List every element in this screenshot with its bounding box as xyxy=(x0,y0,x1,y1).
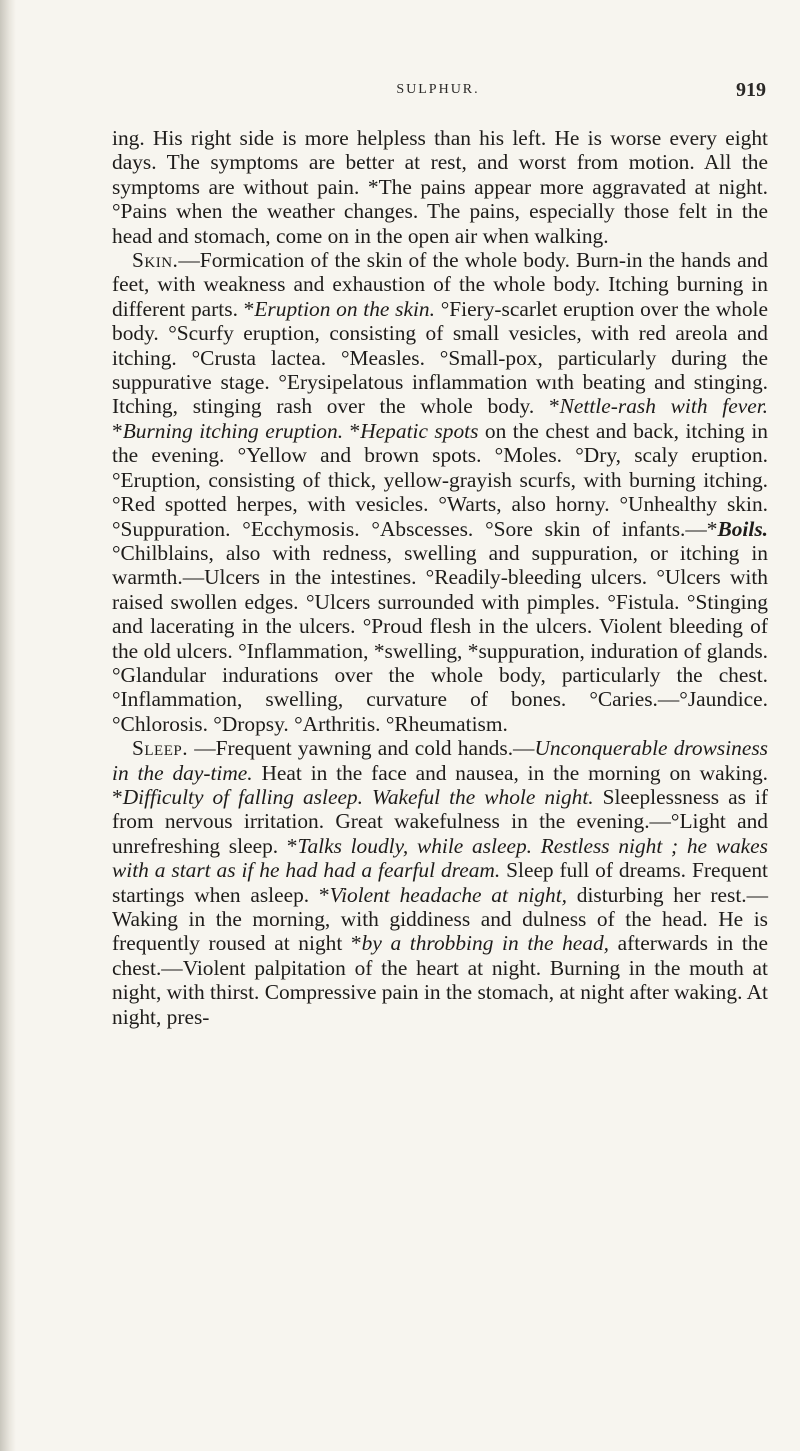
text-run: Sleep. xyxy=(132,736,189,761)
text-run: disturbing her rest.—Waking in the morning, with giddiness and dulness of the head. He is frequently roused at night * xyxy=(112,882,768,956)
text-run: by a throbbing in the head, xyxy=(361,931,610,956)
text-run: Difficulty of falling asleep. Wakeful the whole night. xyxy=(122,784,594,809)
text-run: ing. His right side is more helpless than his left. He is worse every eight days. The symptoms are better at rest, and worst from motion. All the symptoms are without pain. *The pains appear more aggravated at night. °Pains when the weather changes. The pains, especially those felt in the head and stomach, come on in the open air when walking. xyxy=(112,126,768,248)
text-run: °Fiery-scarlet eruption over the whole body. °Scurfy eruption, consisting of small vesicles, with red areola and itching. °Crusta lactea. °Measles. °Small-pox, particularly during the suppurative stage. °Erysipelatous inflammation wıth beating and stinging. Itching, stinging rash over the whole body. * xyxy=(112,296,768,419)
text-run: Burning itching eruption. xyxy=(122,418,344,443)
paragraph-continued xyxy=(112,126,768,248)
body-text xyxy=(112,126,768,1029)
text-run: Hepatic spots xyxy=(360,418,479,443)
text-run: Skin. xyxy=(132,248,179,273)
text-run: Unconquerable drowsiness in the day-time. xyxy=(112,736,768,785)
text-run: Boils. xyxy=(717,516,768,541)
text-run: Talks loudly, while asleep. Restless night ; he wakes with a start as if he had had a fearful dream. xyxy=(112,833,768,883)
text-run: * xyxy=(343,418,361,443)
paragraph-skin xyxy=(112,248,768,736)
text-run: Eruption on the skin. xyxy=(254,296,435,321)
text-run: —Frequent yawning and cold hands.— xyxy=(188,736,535,761)
text-run: °Chilblains, also with redness, swelling and suppuration, or itching in warmth.—Ulcers in the intestines. °Readily-bleeding ulcers. °Ulcers with raised swollen edges. °Ulcers surrounded with pimples. °Fistula. °Stinging and lacerating in the ulcers. °Proud flesh in the ulcers. Violent bleeding of the old ulcers. °Inflammation, *swelling, *suppuration, induration of glands. °Glandular indurations over the whole body, particularly the chest. °Inflammation, swelling, curvature of bones. °Caries.—°Jaundice. °Chlorosis. °Dropsy. °Arthritis. °Rheumatism. xyxy=(112,540,768,736)
text-run: Nettle-rash with fever. xyxy=(559,394,768,419)
text-run: Sleep full of dreams. Frequent startings when asleep. * xyxy=(112,858,768,907)
running-head xyxy=(110,79,766,106)
text-run: —Formication of the skin of the whole body. Burn-in the hands and feet, with weakness and exhaustion of the whole body. Itching burning in different parts. * xyxy=(112,248,768,321)
text-run: Sleeplessness as if from nervous irritation. Great wakefulness in the evening.—°Light and unrefreshing sleep. * xyxy=(112,784,768,858)
paragraph-sleep xyxy=(112,736,768,1029)
text-run: Violent headache at night, xyxy=(329,882,568,907)
text-run: * xyxy=(112,418,123,443)
text-run: on the chest and back, itching in the evening. °Yellow and brown spots. °Moles. °Dry, scaly eruption. °Eruption, consisting of thick, yellow-grayish scurfs, with burning itching. °Red spotted herpes, with vesicles. °Warts, also horny. °Unhealthy skin. °Suppuration. °Ecchymosis. °Abscesses. °Sore skin of infants.—* xyxy=(112,418,768,541)
text-run: afterwards in the chest.—Violent palpitation of the heart at night. Burning in the mouth at night, with thirst. Compressive pain in the stomach, at night after waking. At night, pres- xyxy=(112,931,768,1029)
page-number: 919 xyxy=(736,79,766,101)
text-run: Heat in the face and nausea, in the morning on waking. * xyxy=(112,760,768,809)
running-title: SULPHUR. xyxy=(396,82,480,97)
page-gutter-shadow xyxy=(0,0,16,1451)
